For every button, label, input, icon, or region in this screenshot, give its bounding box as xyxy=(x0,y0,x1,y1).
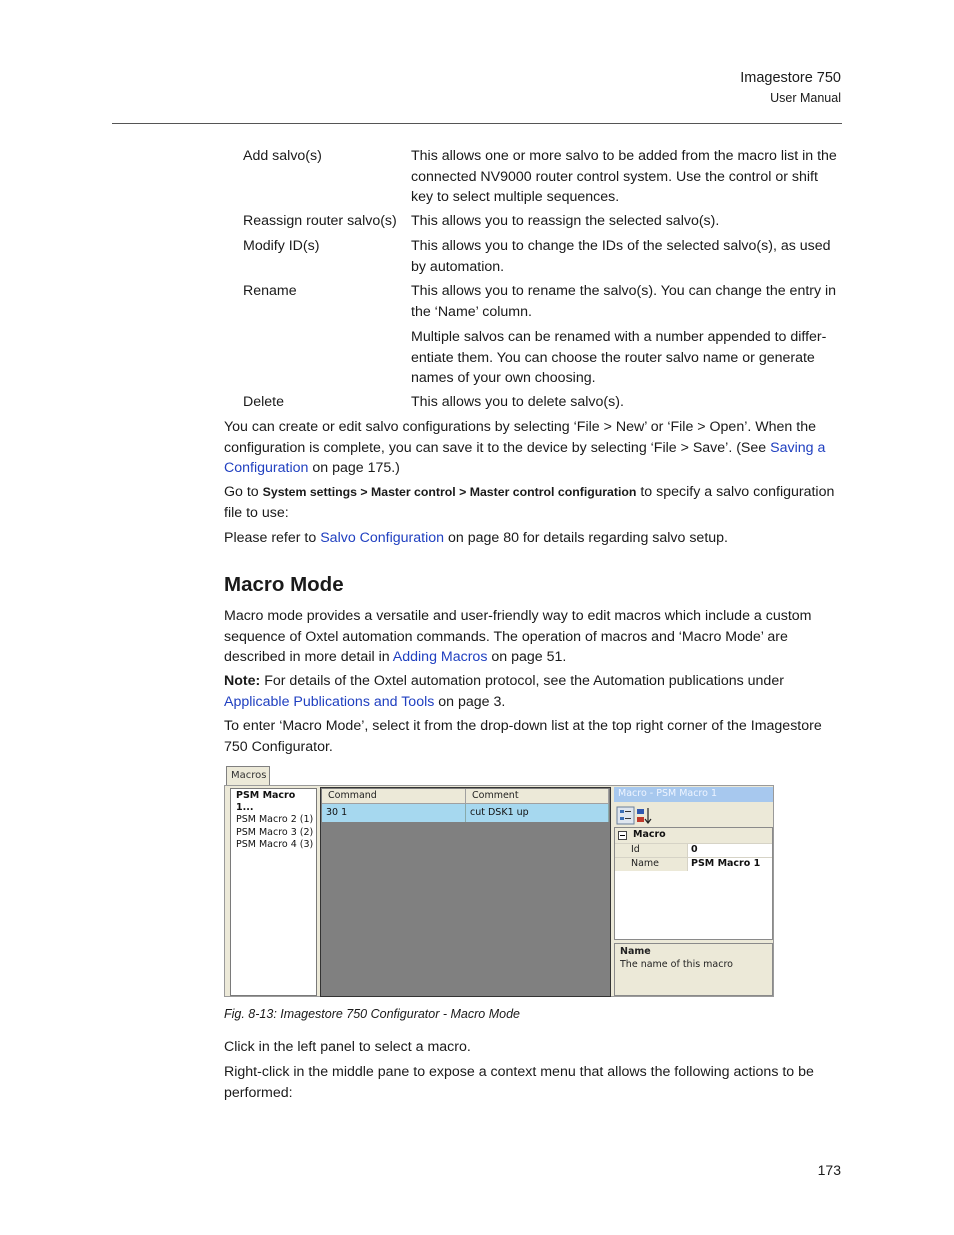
para-config-text: You can create or edit salvo configurations by selecting ‘File > New’ or ‘File > Open’. When the configuration is complete, you can save it to the device by selecting ‘File > Save’. (See xyxy=(224,419,816,456)
para-refer-text: Please refer to xyxy=(224,530,321,546)
note-label: Note: xyxy=(224,673,261,689)
macro-list[interactable] xyxy=(230,788,317,996)
tab-macros[interactable]: Macros xyxy=(226,766,270,786)
para-goto xyxy=(224,482,844,523)
para-goto-text: Go to xyxy=(224,484,263,500)
macro-list-item[interactable]: PSM Macro 3 (2) xyxy=(236,826,314,838)
link-adding-macros[interactable]: Adding Macros xyxy=(392,649,488,665)
figure-caption: Fig. 8-13: Imagestore 750 Configurator - Macro Mode xyxy=(224,1007,520,1021)
para-macro-text: Macro mode provides a versatile and user-friendly way to edit macros which include a custom sequence of Oxtel automation commands. The operation of macros and ‘Macro Mode’ are described in more detail in xyxy=(224,608,812,665)
section-title: Macro Mode xyxy=(224,573,344,596)
sort-az-icon[interactable] xyxy=(637,808,651,823)
para-right-click: Right-click in the middle pane to expose a context menu that allows the following actions to be performed: xyxy=(224,1064,814,1101)
property-value[interactable]: PSM Macro 1 xyxy=(691,858,761,869)
def-desc-delete: This allows you to delete salvo(s). xyxy=(411,394,624,410)
column-header-comment[interactable]: Comment xyxy=(466,789,609,804)
property-name: Id xyxy=(615,844,688,857)
def-term-modify-id: Modify ID(s) xyxy=(243,238,320,254)
def-term-reassign: Reassign router salvo(s) xyxy=(243,213,397,229)
para-config-tail: on page 175.) xyxy=(308,460,400,476)
para-refer-tail: on page 80 for details regarding salvo setup. xyxy=(444,530,728,546)
help-title: Name xyxy=(620,946,651,957)
def-desc-add-salvo: This allows one or more salvo to be added from the macro list in the connected NV9000 router control system. Use the control or shift key to select multiple sequences. xyxy=(411,148,837,205)
link-applicable-publications[interactable]: Applicable Publications and Tools xyxy=(224,693,435,710)
def-desc-reassign: This allows you to reassign the selected salvo(s). xyxy=(411,213,720,229)
para-refer xyxy=(224,528,844,549)
help-description: The name of this macro xyxy=(620,959,733,970)
para-macro-tail: on page 51. xyxy=(487,649,567,665)
property-help xyxy=(614,943,773,996)
macro-list-item[interactable]: PSM Macro 4 (3) xyxy=(236,838,314,850)
command-grid[interactable] xyxy=(320,787,611,997)
property-category-label: Macro xyxy=(633,829,666,840)
macro-list-item[interactable]: PSM Macro 2 (1) xyxy=(236,814,314,826)
configurator-screenshot xyxy=(224,766,774,996)
macro-list-item[interactable]: PSM Macro 1... xyxy=(236,790,296,814)
property-grid[interactable] xyxy=(614,827,773,940)
property-panel xyxy=(614,787,773,997)
macro-mode-window xyxy=(224,785,774,997)
para-macro xyxy=(224,606,844,668)
menu-path: System settings > Master control > Master control configuration xyxy=(262,485,637,499)
property-category[interactable] xyxy=(615,828,772,843)
header-divider xyxy=(112,123,842,124)
property-name: Name xyxy=(615,858,688,871)
collapse-icon[interactable] xyxy=(618,831,627,840)
header-title: Imagestore 750 xyxy=(740,70,841,86)
property-row-name[interactable] xyxy=(615,857,772,871)
para-note-text: For details of the Oxtel automation protocol, see the Automation publications under xyxy=(260,673,784,689)
def-term-delete: Delete xyxy=(243,394,285,410)
property-row-id[interactable] xyxy=(615,843,772,857)
para-note xyxy=(224,671,844,712)
para-config xyxy=(224,417,844,479)
property-panel-title: Macro - PSM Macro 1 xyxy=(614,787,773,802)
para-enter: To enter ‘Macro Mode’, select it from the drop-down list at the top right corner of the Imagestore 750 Configurator. xyxy=(224,718,822,755)
property-toolbar xyxy=(616,806,656,826)
cell-comment[interactable]: cut DSK1 up xyxy=(466,804,609,822)
categorized-icon[interactable] xyxy=(617,807,634,824)
para-click: Click in the left panel to select a macro. xyxy=(224,1039,471,1055)
column-header-command[interactable]: Command xyxy=(322,789,466,804)
link-salvo-configuration[interactable]: Salvo Configuration xyxy=(320,530,445,546)
cell-command[interactable]: 30 1 xyxy=(322,804,466,822)
def-term-add-salvo: Add salvo(s) xyxy=(243,148,322,164)
property-value[interactable]: 0 xyxy=(691,844,698,855)
page-number: 173 xyxy=(817,1162,841,1178)
link-saving-configuration[interactable]: Saving a Configuration xyxy=(224,439,826,476)
para-goto-tail: to specify a salvo configuration file to use: xyxy=(224,484,835,521)
def-desc-modify-id: This allows you to change the IDs of the selected salvo(s), as used by automation. xyxy=(411,238,831,275)
def-desc-rename-2: Multiple salvos can be renamed with a number appended to differ-entiate them. You can choose the router salvo name or generate names of your own choosing. xyxy=(411,329,827,386)
def-term-rename: Rename xyxy=(243,283,297,299)
header-subtitle: User Manual xyxy=(770,91,841,105)
para-note-tail: on page 3. xyxy=(434,693,506,710)
def-desc-rename-1: This allows you to rename the salvo(s). You can change the entry in the ‘Name’ column. xyxy=(411,283,837,320)
